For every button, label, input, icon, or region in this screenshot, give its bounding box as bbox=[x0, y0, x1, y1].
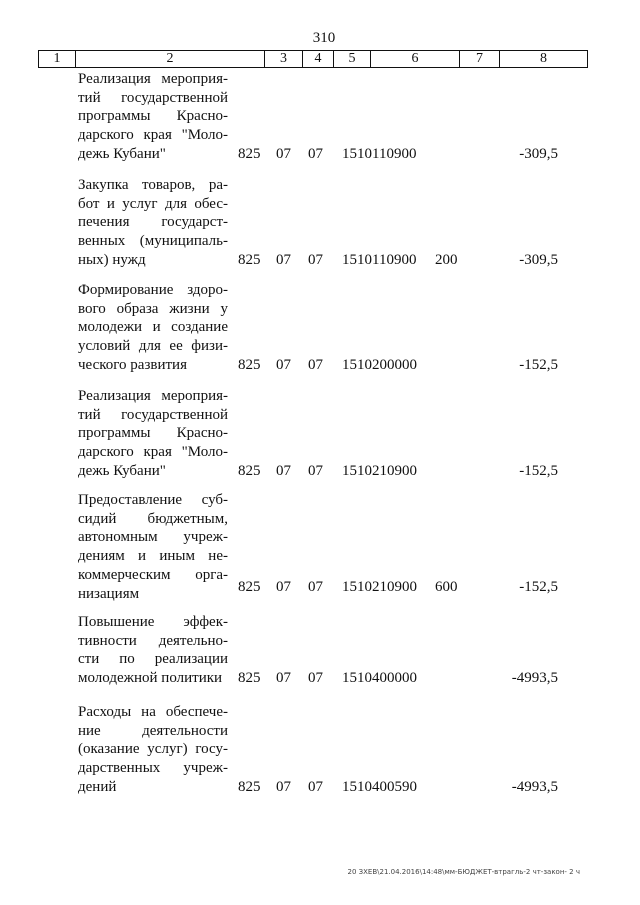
column-header-1: 1 bbox=[39, 51, 76, 68]
description-line: низациям bbox=[78, 585, 140, 602]
section-code: 07 bbox=[276, 778, 291, 795]
description-line: коммерческим орга- bbox=[78, 566, 228, 583]
ministry-code: 825 bbox=[238, 356, 261, 373]
description-line: Реализация мероприя- bbox=[78, 71, 228, 87]
description-line: Закупка товаров, ра- bbox=[78, 177, 228, 193]
ministry-code: 825 bbox=[238, 670, 261, 687]
description-line: молодежной политики bbox=[78, 670, 223, 687]
ministry-code: 825 bbox=[238, 578, 261, 595]
amount: -309,5 bbox=[519, 251, 558, 268]
target-article-code: 1510110900 bbox=[342, 145, 417, 162]
description-line: тий государственной bbox=[78, 89, 228, 106]
amount: -4993,5 bbox=[511, 778, 558, 795]
target-article-code: 1510210900 bbox=[342, 462, 417, 479]
subsection-code: 07 bbox=[308, 145, 323, 162]
column-header-5: 5 bbox=[334, 51, 371, 68]
description-line: Повышение эффек- bbox=[78, 614, 228, 630]
section-code: 07 bbox=[276, 145, 291, 162]
expense-type-code: 200 bbox=[435, 251, 458, 268]
row-description bbox=[78, 281, 228, 375]
description-line: (оказание услуг) госу- bbox=[78, 741, 228, 758]
row-description bbox=[78, 613, 228, 688]
row-description bbox=[78, 491, 228, 603]
target-article-code: 1510210900 bbox=[342, 578, 417, 595]
document-footer: 20 ЗХЕВ\21.04.2016\14:48\мм-БЮДЖЕТ-втрагль-2 чт-закон- 2 ч bbox=[347, 868, 580, 876]
row-description bbox=[78, 387, 228, 481]
amount: -152,5 bbox=[519, 462, 558, 479]
description-line: дарского края "Моло- bbox=[78, 444, 228, 461]
description-line: молодежи и создание bbox=[78, 319, 228, 336]
amount: -152,5 bbox=[519, 578, 558, 595]
column-header-3: 3 bbox=[265, 51, 303, 68]
subsection-code: 07 bbox=[308, 462, 323, 479]
column-header-table bbox=[38, 50, 588, 68]
section-code: 07 bbox=[276, 356, 291, 373]
section-code: 07 bbox=[276, 251, 291, 268]
ministry-code: 825 bbox=[238, 251, 261, 268]
row-description bbox=[78, 70, 228, 164]
column-header-7: 7 bbox=[460, 51, 500, 68]
ministry-code: 825 bbox=[238, 778, 261, 795]
target-article-code: 1510110900 bbox=[342, 251, 417, 268]
description-line: ние деятельности bbox=[78, 722, 228, 739]
description-line: Предоставление суб- bbox=[78, 492, 228, 508]
ministry-code: 825 bbox=[238, 145, 261, 162]
column-header-row bbox=[39, 51, 588, 68]
page-number: 310 bbox=[312, 30, 336, 46]
amount: -4993,5 bbox=[511, 670, 558, 687]
description-line: венных (муниципаль- bbox=[78, 233, 228, 250]
description-line: Расходы на обеспече- bbox=[78, 704, 228, 720]
section-code: 07 bbox=[276, 462, 291, 479]
description-line: тивности деятельно- bbox=[78, 632, 228, 649]
description-line: вого образа жизни у bbox=[78, 300, 228, 317]
description-line: Реализация мероприя- bbox=[78, 388, 228, 404]
row-description bbox=[78, 703, 228, 797]
target-article-code: 1510200000 bbox=[342, 356, 417, 373]
description-line: дарственных учреж- bbox=[78, 760, 228, 777]
description-line: программы Красно- bbox=[78, 108, 228, 125]
amount: -152,5 bbox=[519, 356, 558, 373]
description-line: сидий бюджетным, bbox=[78, 510, 228, 527]
description-line: тий государственной bbox=[78, 406, 228, 423]
subsection-code: 07 bbox=[308, 578, 323, 595]
description-line: дежь Кубани" bbox=[78, 462, 166, 479]
description-line: печения государст- bbox=[78, 214, 228, 231]
description-line: сти по реализации bbox=[78, 651, 228, 668]
subsection-code: 07 bbox=[308, 778, 323, 795]
description-line: ных) нужд bbox=[78, 251, 146, 268]
subsection-code: 07 bbox=[308, 670, 323, 687]
description-line: автономным учреж- bbox=[78, 529, 228, 546]
description-line: дежь Кубани" bbox=[78, 145, 166, 162]
section-code: 07 bbox=[276, 670, 291, 687]
description-line: программы Красно- bbox=[78, 425, 228, 442]
description-line: дарского края "Моло- bbox=[78, 127, 228, 144]
expense-type-code: 600 bbox=[435, 578, 458, 595]
description-line: бот и услуг для обес- bbox=[78, 195, 228, 212]
column-header-2: 2 bbox=[76, 51, 265, 68]
target-article-code: 1510400000 bbox=[342, 670, 417, 687]
row-description bbox=[78, 176, 228, 270]
subsection-code: 07 bbox=[308, 356, 323, 373]
column-header-4: 4 bbox=[303, 51, 334, 68]
description-line: дений bbox=[78, 778, 117, 795]
column-header-6: 6 bbox=[371, 51, 460, 68]
target-article-code: 1510400590 bbox=[342, 778, 417, 795]
description-line: дениям и иным не- bbox=[78, 548, 228, 565]
description-line: условий для ее физи- bbox=[78, 338, 228, 355]
description-line: Формирование здоро- bbox=[78, 282, 228, 298]
section-code: 07 bbox=[276, 578, 291, 595]
subsection-code: 07 bbox=[308, 251, 323, 268]
amount: -309,5 bbox=[519, 145, 558, 162]
ministry-code: 825 bbox=[238, 462, 261, 479]
column-header-8: 8 bbox=[500, 51, 588, 68]
description-line: ческого развития bbox=[78, 356, 187, 373]
